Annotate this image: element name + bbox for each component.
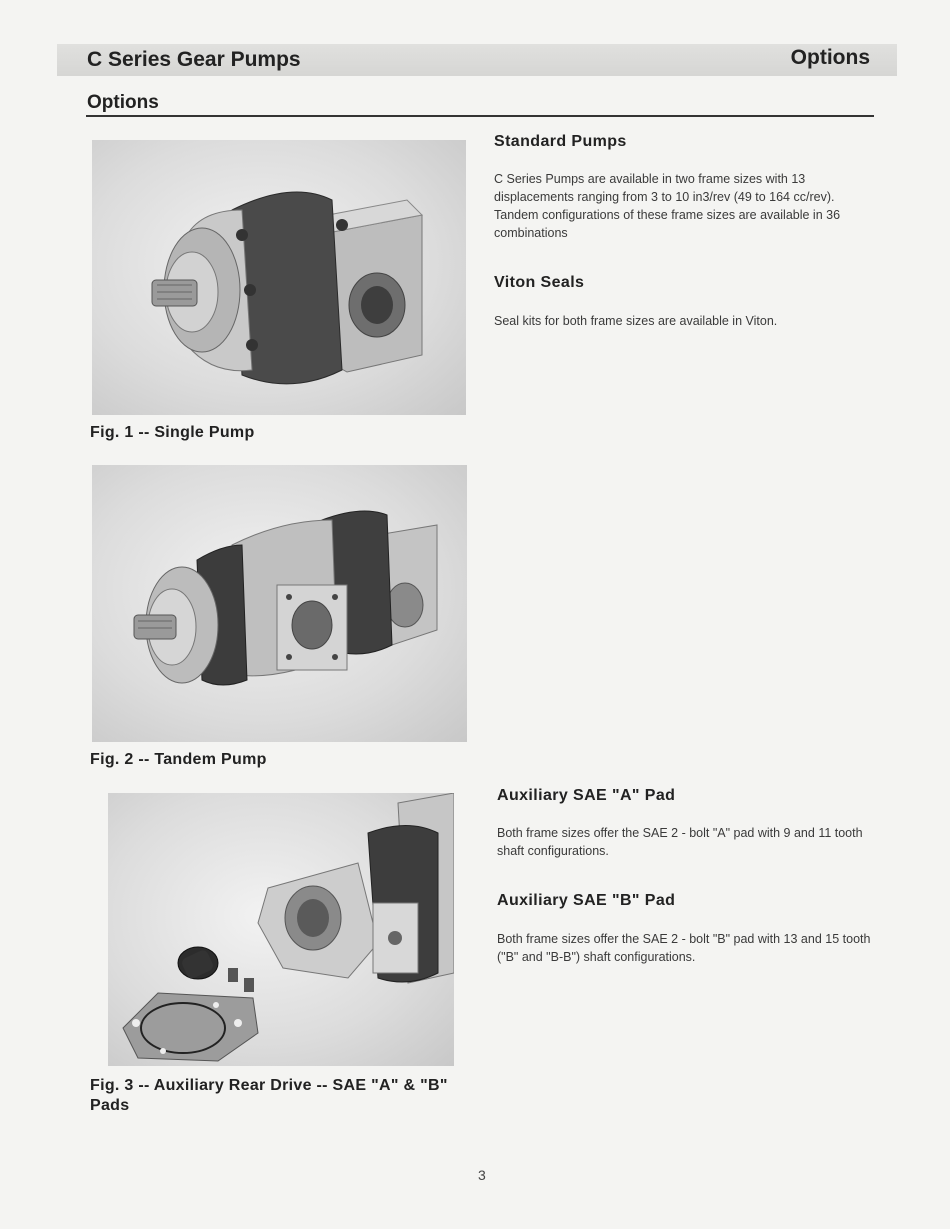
header-title: C Series Gear Pumps	[87, 48, 301, 71]
header-section: Options	[790, 46, 870, 69]
page-number: 3	[478, 1167, 486, 1183]
standard-pumps-text: C Series Pumps are available in two frame sizes with 13 displacements ranging from 3 to 10 in3/rev (49 to 164 cc/rev). Tandem configurations of these frame sizes are available in 36 combinations	[494, 172, 841, 240]
standard-pumps-heading: Standard Pumps	[494, 133, 627, 150]
auxiliary-rear-drive-photo	[108, 793, 454, 1066]
aux-b-text: Both frame sizes offer the SAE 2 - bolt "B" pad with 13 and 15 tooth ("B" and "B-B") shaft configurations.	[497, 932, 871, 964]
aux-a-text: Both frame sizes offer the SAE 2 - bolt "A" pad with 9 and 11 tooth shaft configurations.	[497, 826, 863, 858]
figure-3-caption: Fig. 3 -- Auxiliary Rear Drive -- SAE "A" & "B" Pads	[90, 1077, 448, 1114]
viton-seals-heading: Viton Seals	[494, 274, 585, 291]
figure-1-caption: Fig. 1 -- Single Pump	[90, 424, 255, 441]
page-title: Options	[87, 92, 159, 113]
single-pump-photo	[92, 140, 466, 415]
viton-seals-text: Seal kits for both frame sizes are available in Viton.	[494, 314, 778, 328]
title-rule	[86, 115, 874, 117]
header-bar	[57, 44, 897, 76]
figure-2-caption: Fig. 2 -- Tandem Pump	[90, 751, 267, 768]
tandem-pump-photo	[92, 465, 467, 742]
aux-a-heading: Auxiliary SAE "A" Pad	[497, 787, 676, 804]
aux-b-heading: Auxiliary SAE "B" Pad	[497, 892, 676, 909]
